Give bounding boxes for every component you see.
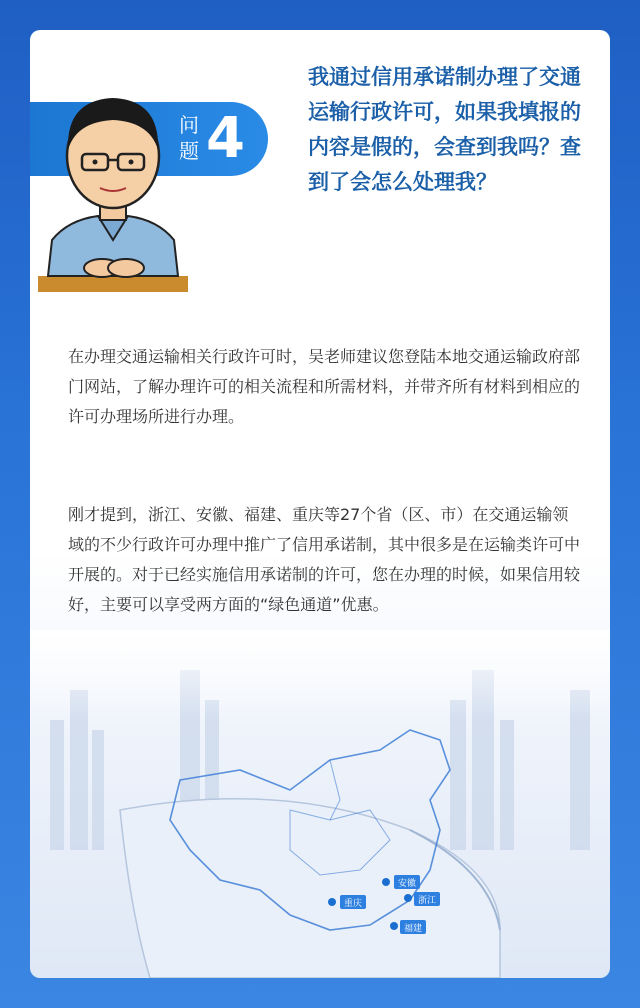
question-label: 问 题 — [179, 113, 199, 163]
answer-paragraph-1: 在办理交通运输相关行政许可时，吴老师建议您登陆本地交通运输政府部门网站，了解办理许可的相关流程和所需材料，并带齐所有材料到相应的许可办理场所进行办理。 — [68, 347, 581, 426]
question-text: 我通过信用承诺制办理了交通运输行政许可，如果我填报的内容是假的，会查到我吗？查到了会怎么处理我？ — [308, 65, 581, 194]
question-number: 4 — [206, 106, 245, 171]
city-skyline-illustration — [30, 630, 610, 978]
svg-text:安徽: 安徽 — [398, 879, 417, 889]
answer-paragraph-2: 刚才提到，浙江、安徽、福建、重庆等27个省（区、市）在交通运输领域的不少行政许可办理中推广了信用承诺制，其中很多是在运输类许可中开展的。对于已经实施信用承诺制的许可，您在办理的时候，如果信用较好，主要可以享受两方面的“绿色通道”优惠。 — [68, 505, 581, 614]
svg-text:福建: 福建 — [404, 924, 423, 934]
svg-text:浙江: 浙江 — [418, 896, 437, 906]
content-card — [30, 30, 610, 978]
teacher-avatar — [38, 70, 188, 292]
svg-text:重庆: 重庆 — [344, 899, 363, 909]
